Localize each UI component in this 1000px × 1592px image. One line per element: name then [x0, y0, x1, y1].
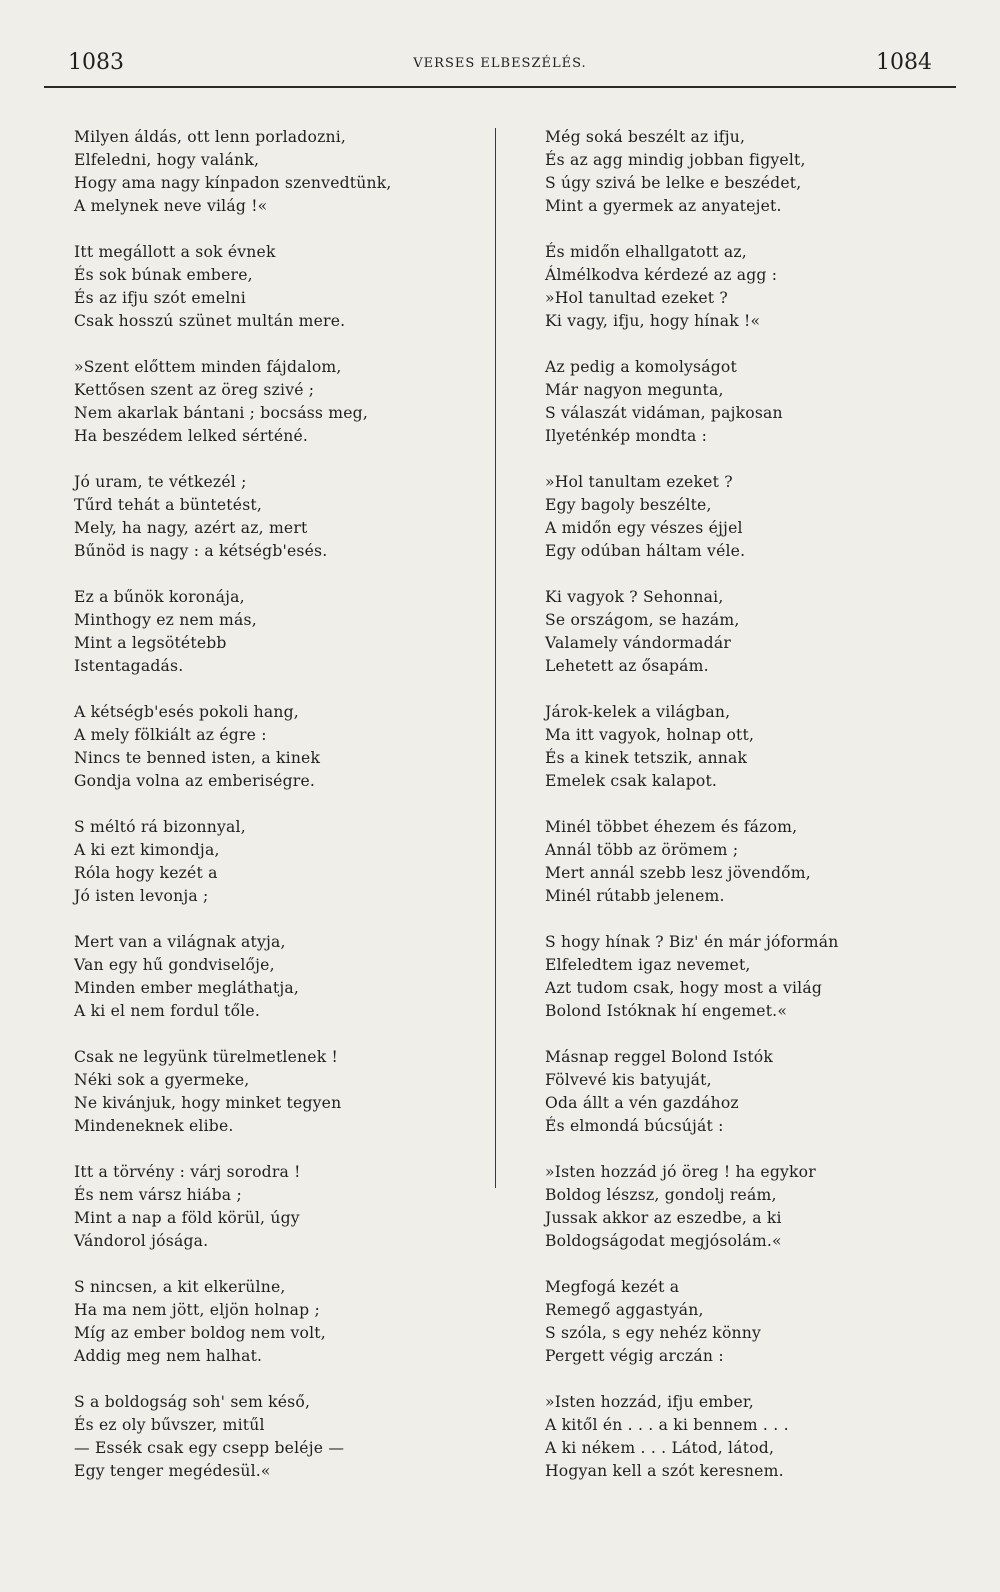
verse-line: Van egy hű gondviselője,: [74, 956, 275, 974]
verse-line: »Hol tanultad ezeket ?: [545, 289, 728, 307]
verse-line: Bűnöd is nagy : a kétségb'esés.: [74, 542, 328, 560]
stanza: [545, 586, 965, 678]
stanza: [74, 1391, 494, 1483]
verse-line: Ki vagyok ? Sehonnai,: [545, 588, 724, 606]
verse-line: Mindeneknek elibe.: [74, 1117, 234, 1135]
stanza: [74, 241, 494, 333]
verse-line: A melynek neve világ !«: [74, 197, 268, 215]
verse-line: »Isten hozzád, ifju ember,: [545, 1393, 754, 1411]
stanza: [545, 241, 965, 333]
verse-line: Az pedig a komolyságot: [545, 358, 737, 376]
stanza: [545, 1276, 965, 1368]
verse-line: Egy tenger megédesül.«: [74, 1462, 271, 1480]
stanza: [74, 126, 494, 218]
page-number-right: 1084: [876, 50, 932, 75]
verse-line: S hogy hínak ? Biz' én már jóformán: [545, 933, 839, 951]
verse-line: — Essék csak egy csepp beléje —: [74, 1439, 345, 1457]
verse-line: Bolond Istóknak hí engemet.«: [545, 1002, 788, 1020]
verse-line: Mint a nap a föld körül, úgy: [74, 1209, 300, 1227]
verse-line: S szóla, s egy nehéz könny: [545, 1324, 762, 1342]
stanza: [74, 1276, 494, 1368]
verse-line: Mert van a világnak atyja,: [74, 933, 286, 951]
verse-line: Se országom, se hazám,: [545, 611, 740, 629]
stanza: [74, 816, 494, 908]
verse-line: »Hol tanultam ezeket ?: [545, 473, 733, 491]
verse-line: Oda állt a vén gazdához: [545, 1094, 739, 1112]
verse-line: Minél többet éhezem és fázom,: [545, 818, 798, 836]
verse-line: Ilyeténkép mondta :: [545, 427, 708, 445]
verse-line: És az agg mindig jobban figyelt,: [545, 151, 806, 169]
verse-line: Lehetett az ősapám.: [545, 657, 709, 675]
verse-line: Annál több az örömem ;: [545, 841, 739, 859]
verse-line: És a kinek tetszik, annak: [545, 749, 748, 767]
verse-line: Azt tudom csak, hogy most a világ: [545, 979, 823, 997]
verse-line: S nincsen, a kit elkerülne,: [74, 1278, 286, 1296]
verse-line: Hogyan kell a szót keresnem.: [545, 1462, 784, 1480]
verse-line: Ez a bűnök koronája,: [74, 588, 245, 606]
verse-line: Minél rútabb jelenem.: [545, 887, 725, 905]
running-title: VERSES ELBESZÉLÉS.: [413, 56, 587, 71]
verse-line: Ki vagy, ifju, hogy hínak !«: [545, 312, 761, 330]
verse-line: Ha ma nem jött, eljön holnap ;: [74, 1301, 320, 1319]
verse-line: Néki sok a gyermeke,: [74, 1071, 250, 1089]
verse-line: Vándorol jósága.: [74, 1232, 209, 1250]
verse-line: Emelek csak kalapot.: [545, 772, 718, 790]
verse-line: Fölvevé kis batyuját,: [545, 1071, 712, 1089]
verse-line: Tűrd tehát a büntetést,: [74, 496, 263, 514]
verse-line: Álmélkodva kérdezé az agg :: [545, 266, 778, 284]
verse-line: Ha beszédem lelked sérténé.: [74, 427, 309, 445]
right-column: [545, 126, 965, 1506]
verse-line: S méltó rá bizonnyal,: [74, 818, 246, 836]
verse-line: Járok-kelek a világban,: [545, 703, 731, 721]
verse-line: És midőn elhallgatott az,: [545, 243, 747, 261]
verse-line: Egy bagoly beszélte,: [545, 496, 712, 514]
verse-line: Minden ember megláthatja,: [74, 979, 300, 997]
stanza: [545, 1046, 965, 1138]
verse-line: Hogy ama nagy kínpadon szenvedtünk,: [74, 174, 392, 192]
verse-line: Jó isten levonja ;: [74, 887, 209, 905]
stanza: [545, 816, 965, 908]
verse-line: Megfogá kezét a: [545, 1278, 680, 1296]
verse-line: Elfeledni, hogy valánk,: [74, 151, 260, 169]
verse-line: Róla hogy kezét a: [74, 864, 218, 882]
verse-line: Valamely vándormadár: [545, 634, 731, 652]
verse-line: Boldogságodat megjósolám.«: [545, 1232, 782, 1250]
left-column: [74, 126, 494, 1506]
verse-line: Csak hosszú szünet multán mere.: [74, 312, 346, 330]
verse-line: S válaszát vidáman, pajkosan: [545, 404, 783, 422]
verse-line: Addig meg nem halhat.: [74, 1347, 263, 1365]
verse-line: Kettősen szent az öreg szivé ;: [74, 381, 315, 399]
stanza: [74, 586, 494, 678]
column-divider: [495, 128, 496, 1188]
verse-line: Még soká beszélt az ifju,: [545, 128, 746, 146]
verse-line: És az ifju szót emelni: [74, 289, 246, 307]
stanza: [74, 471, 494, 563]
verse-line: Mely, ha nagy, azért az, mert: [74, 519, 308, 537]
verse-line: Istentagadás.: [74, 657, 184, 675]
verse-line: És elmondá búcsúját :: [545, 1117, 724, 1135]
verse-line: Ne kivánjuk, hogy minket tegyen: [74, 1094, 342, 1112]
verse-line: És ez oly bűvszer, mitűl: [74, 1416, 265, 1434]
verse-line: S a boldogság soh' sem késő,: [74, 1393, 311, 1411]
verse-line: »Szent előttem minden fájdalom,: [74, 358, 342, 376]
stanza: [545, 1161, 965, 1253]
stanza: [545, 126, 965, 218]
stanza: [545, 701, 965, 793]
verse-line: Elfeledtem igaz nevemet,: [545, 956, 751, 974]
verse-line: Mert annál szebb lesz jövendőm,: [545, 864, 811, 882]
stanza: [74, 931, 494, 1023]
verse-line: Egy odúban háltam véle.: [545, 542, 746, 560]
verse-line: A ki nékem . . . Látod, látod,: [545, 1439, 775, 1457]
verse-line: Nincs te benned isten, a kinek: [74, 749, 321, 767]
stanza: [545, 356, 965, 448]
verse-line: »Isten hozzád jó öreg ! ha egykor: [545, 1163, 816, 1181]
stanza: [545, 931, 965, 1023]
verse-line: Milyen áldás, ott lenn porladozni,: [74, 128, 347, 146]
header-rule: [44, 86, 956, 88]
verse-line: A kitől én . . . a ki bennem . . .: [545, 1416, 789, 1434]
verse-line: S úgy szivá be lelke e beszédet,: [545, 174, 802, 192]
stanza: [74, 1161, 494, 1253]
verse-line: Mint a legsötétebb: [74, 634, 227, 652]
verse-line: Gondja volna az emberiségre.: [74, 772, 316, 790]
verse-line: Már nagyon megunta,: [545, 381, 724, 399]
verse-line: A mely fölkiált az égre :: [74, 726, 267, 744]
verse-line: Pergett végig arczán :: [545, 1347, 724, 1365]
verse-line: Minthogy ez nem más,: [74, 611, 257, 629]
verse-line: Nem akarlak bántani ; bocsáss meg,: [74, 404, 369, 422]
verse-line: Míg az ember boldog nem volt,: [74, 1324, 326, 1342]
verse-line: A ki el nem fordul tőle.: [74, 1002, 261, 1020]
verse-line: És nem vársz hiába ;: [74, 1186, 242, 1204]
verse-line: Itt a törvény : várj sorodra !: [74, 1163, 301, 1181]
page-number-left: 1083: [68, 50, 124, 75]
stanza: [545, 471, 965, 563]
stanza: [545, 1391, 965, 1483]
verse-line: Csak ne legyünk türelmetlenek !: [74, 1048, 338, 1066]
verse-line: A midőn egy vészes éjjel: [545, 519, 743, 537]
verse-line: Mint a gyermek az anyatejet.: [545, 197, 782, 215]
stanza: [74, 356, 494, 448]
verse-line: És sok búnak embere,: [74, 266, 253, 284]
verse-line: Másnap reggel Bolond Istók: [545, 1048, 774, 1066]
verse-line: Ma itt vagyok, holnap ott,: [545, 726, 755, 744]
verse-line: A kétségb'esés pokoli hang,: [74, 703, 299, 721]
page-header: [60, 50, 940, 90]
verse-line: Jó uram, te vétkezél ;: [74, 473, 247, 491]
verse-line: A ki ezt kimondja,: [74, 841, 220, 859]
verse-line: Jussak akkor az eszedbe, a ki: [545, 1209, 782, 1227]
stanza: [74, 1046, 494, 1138]
stanza: [74, 701, 494, 793]
verse-line: Boldog lészsz, gondolj reám,: [545, 1186, 777, 1204]
verse-line: Remegő aggastyán,: [545, 1301, 704, 1319]
verse-line: Itt megállott a sok évnek: [74, 243, 276, 261]
